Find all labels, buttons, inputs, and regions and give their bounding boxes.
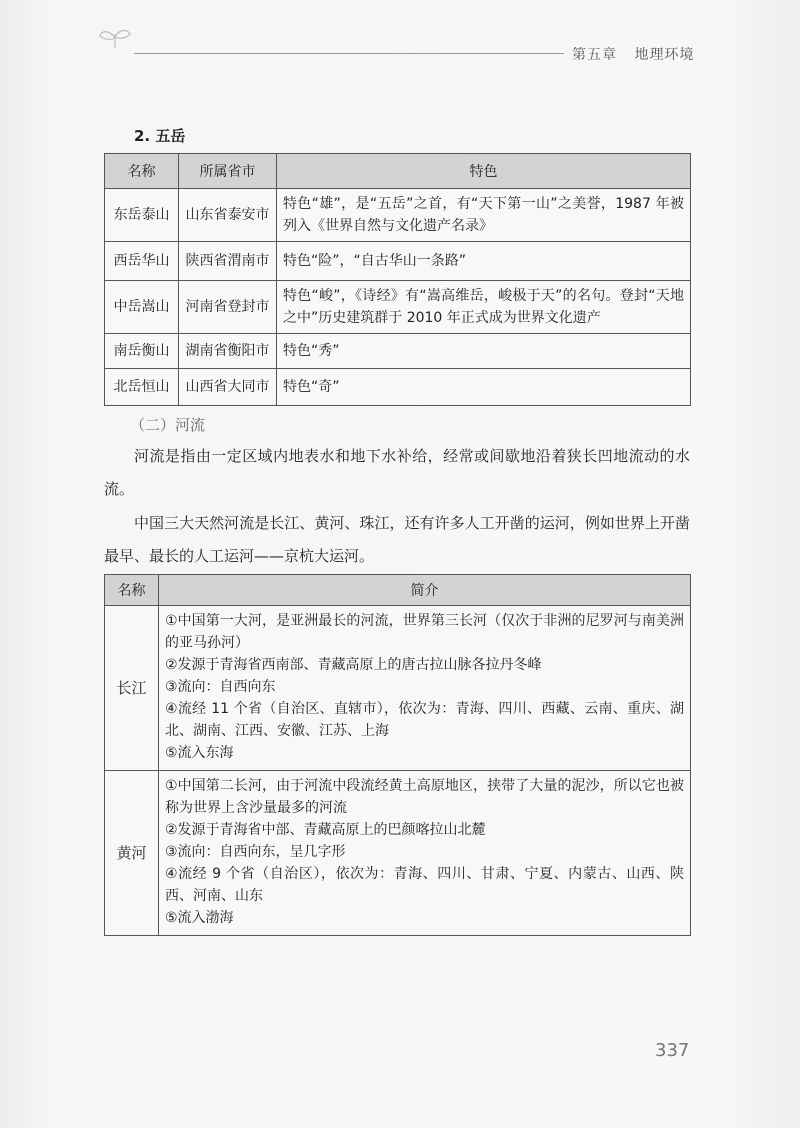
mountain-province: 山东省泰安市 <box>179 189 277 242</box>
rivers-definition-paragraph: 河流是指由一定区域内地表水和地下水补给，经常或间歇地沿着狭长凹地流动的水流。 <box>104 447 690 498</box>
table-header-row <box>105 154 691 189</box>
mountain-feature: 特色“险”，“自古华山一条路” <box>277 242 691 281</box>
river-description <box>159 771 691 936</box>
table-row <box>105 771 691 936</box>
sprout-icon <box>98 28 132 50</box>
mountain-province: 湖南省衡阳市 <box>179 334 277 369</box>
river-name: 长江 <box>105 606 159 771</box>
rivers-table <box>104 574 691 936</box>
mountain-name: 西岳华山 <box>105 242 179 281</box>
river-fact: ④流经 11 个省（自治区、直辖市），依次为：青海、四川、西藏、云南、重庆、湖北、湖南、江西、安徽、江苏、上海 <box>165 701 684 739</box>
table-row <box>105 189 691 242</box>
table-row <box>105 242 691 281</box>
river-fact: ②发源于青海省西南部、青藏高原上的唐古拉山脉各拉丹冬峰 <box>165 657 542 673</box>
header-rule <box>134 53 564 54</box>
mountain-name: 南岳衡山 <box>105 334 179 369</box>
river-name: 黄河 <box>105 771 159 936</box>
mountain-name: 中岳嵩山 <box>105 281 179 334</box>
river-description <box>159 606 691 771</box>
table-header-row <box>105 575 691 606</box>
chapter-title: 地理环境 <box>634 47 695 63</box>
five-mountains-table <box>104 153 691 406</box>
table-row <box>105 281 691 334</box>
river-fact: ①中国第二长河，由于河流中段流经黄土高原地区，挟带了大量的泥沙，所以它也被称为世界上含沙量最多的河流 <box>165 778 684 816</box>
rivers-overview-paragraph: 中国三大天然河流是长江、黄河、珠江，还有许多人工开凿的运河，例如世界上开凿最早、最长的人工运河——京杭大运河。 <box>104 514 690 565</box>
river-fact: ③流向：自西向东，呈几字形 <box>165 844 346 860</box>
river-fact: ①中国第一大河，是亚洲最长的河流，世界第三长河（仅次于非洲的尼罗河与南美洲的亚马孙河） <box>165 613 684 651</box>
mountain-feature: 特色“奇” <box>277 369 691 406</box>
column-header-name: 名称 <box>105 575 159 606</box>
mountain-province: 山西省大同市 <box>179 369 277 406</box>
column-header-description: 简介 <box>159 575 691 606</box>
river-fact: ③流向：自西向东 <box>165 679 276 695</box>
page-number: 337 <box>655 1040 690 1061</box>
mountain-province: 陕西省渭南市 <box>179 242 277 281</box>
column-header-province: 所属省市 <box>179 154 277 189</box>
column-header-name: 名称 <box>105 154 179 189</box>
chapter-header <box>572 44 694 64</box>
river-fact: ④流经 9 个省（自治区），依次为：青海、四川、甘肃、宁夏、内蒙古、山西、陕西、河南、山东 <box>165 866 684 904</box>
river-fact: ⑤流入东海 <box>165 745 234 761</box>
chapter-number: 第五章 <box>572 47 617 63</box>
table-row <box>105 334 691 369</box>
mountain-name: 东岳泰山 <box>105 189 179 242</box>
river-fact: ②发源于青海省中部、青藏高原上的巴颜喀拉山北麓 <box>165 822 486 838</box>
table-row <box>105 369 691 406</box>
table-row <box>105 606 691 771</box>
mountain-name: 北岳恒山 <box>105 369 179 406</box>
river-fact: ⑤流入渤海 <box>165 910 234 926</box>
rivers-heading: （二）河流 <box>130 416 206 434</box>
column-header-feature: 特色 <box>277 154 691 189</box>
mountain-feature: 特色“峻”，《诗经》有“嵩高维岳，峻极于天”的名句。登封“天地之中”历史建筑群于 2010 年正式成为世界文化遗产 <box>277 281 691 334</box>
mountain-province: 河南省登封市 <box>179 281 277 334</box>
mountain-feature: 特色“秀” <box>277 334 691 369</box>
section-title: 2. 五岳 <box>134 127 186 145</box>
mountain-feature: 特色“雄”，是“五岳”之首，有“天下第一山”之美誉，1987 年被列入《世界自然与文化遗产名录》 <box>277 189 691 242</box>
